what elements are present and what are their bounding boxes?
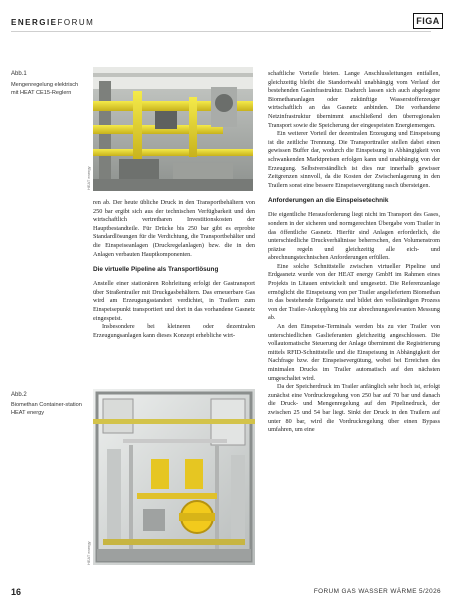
section-label: ENERGIEFORUM [11,18,95,27]
figure-1-number: Abb.1 [11,71,27,77]
paragraph: An den Einspeise-Terminals werden bis zu vier Trailer von unterschiedlichen Gaslieferanten gleichzeitig angeschlossen. Die vollautomatische Steuerung der Anlage übernimmt die Registrierung mittels RFID-Schnittstelle und die Einspeisung in Abhängigkeit der Nachfrage bzw. der Einspeisevergütung, wobei bei Erreichen des minimalen Drucks im Trailer automatisch auf den nächsten umgeschaltet wird. [268,323,440,382]
figure-1-caption: Mengenregelung elektrisch mit HEAT CE15-Reglern [11,82,79,96]
container-station-photo-icon [93,389,255,565]
paragraph: schaftliche Vorteile bieten. Lange Anschlussleitungen entfallen, gleichzeitig bleibt die Standortwahl unabhängig vom Verlauf der bestehenden Gasinfrastruktur. Dadurch lassen sich auch abgelegene Biomethananlagen oder zukünftige Wasserstofferzeuger wirtschaftlich an das Gasnetz anbinden. Die vorhandene Netzinfrastruktur übernimmt anschließend den überregionalen Transport sowie die Speicherung der eingespeisten Energiemengen. [268,70,440,129]
pipework-photo-icon [93,67,253,191]
figure-2-number: Abb.2 [11,392,27,398]
header-divider [11,31,431,32]
right-column [268,70,440,435]
publication-info: FORUM GAS WASSER WÄRME 5/2026 [313,588,441,595]
figure-2-credit: HEAT energy [86,541,91,565]
paragraph: Ein weiterer Vorteil der dezentralen Erzeugung und Einspeisung ist die zeitliche Trennung. Die Transporttrailer stellen dabei einen gewissen Buffer dar, wodurch die Einspeisung in Abhängigkeit von schwankenden Marktpreisen erfolgen kann und unabhängig von der Erzeugung. Selbstverständlich ist dies nur innerhalb gewisser Zeitgrenzen sinnvoll, da die Kosten der Zwischenlagerung in den Trailern sonst eine bessere Einspeisevergütung rasch übersteigen. [268,130,440,189]
figure-2-caption: Biomethan Container-station HEAT energy [11,402,82,416]
paragraph: Eine solche Schnittstelle zwischen virtueller Pipeline und Erdgasnetz wurde von der HEAT energy GmbH im Rahmen eines Projekts in Litauen entwickelt und umgesetzt. Die Referenzanlage ermöglicht die Einspeisung von per Trailer angeliefertem Biomethan in das bestehende Erdgasnetz und bildet den vollständigen Prozess von der Trailer-Ankopplung bis zur abrechnungsrelevanten Messung ab. [268,262,440,322]
paragraph: Insbesondere bei kleineren oder dezentralen Erzeugungsanlagen kann dieses Konzept erhebliche wirt- [93,323,255,339]
left-column [93,199,255,340]
section-heading: Anforderungen an die Einspeisetechnik [268,197,389,205]
page-number: 16 [11,587,22,597]
paragraph: ren ab. Der heute übliche Druck in den Transportbehältern von 250 bar ergibt sich aus der technischen Verfügbarkeit und den wirtschaftlich vertretbaren Investitionskosten der Hauptbestandteile. Für Drücke bis 250 bar gibt es erprobte Standardlösungen für die Verdichtung, die Transportbehälter und die Einspeiseanlagen (Druckregelanlagen) bzw. die in den Anlagen verbauten Hauptkomponenten. [93,199,255,258]
section-heading: Die virtuelle Pipeline als Transportlösung [93,266,219,274]
figa-logo: FIGA [413,13,443,29]
paragraph: Anstelle einer stationären Rohrleitung erfolgt der Gastransport über Straßentrailer mit Druckgasbehältern. Das erneuerbare Gas wird am Erzeugungsstandort verdichtet, in Trailern zum Einspeisepunkt transportiert und dort in das vorhandene Gasnetz eingespeist. [93,280,255,322]
figure-1-credit: HEAT energy [86,166,91,190]
paragraph: Die eigentliche Herausforderung liegt nicht im Transport des Gases, sondern in der sicheren und normgerechten Übergabe vom Trailer in das öffentliche Gasnetz. Hierfür sind Anlagen erforderlich, die unterschiedliche Druckverhältnisse beherrschen, den Volumenstrom präzise regeln und gleichzeitig alle eich- und abrechnungstechnischen Anforderungen erfüllen. [268,211,440,262]
paragraph: Da der Speicherdruck im Trailer anfänglich sehr hoch ist, erfolgt zunächst eine Vordruckregelung von 250 bar auf 70 bar und danach die Druck- und Mengenregelung auf den Pipelinedruck, der zwischen 25 und 54 bar liegt. Sinkt der Druck in den Trailern auf unter 80 bar, wird die Vordruckregelung über einen Bypass umfahren, um eine [268,383,440,434]
